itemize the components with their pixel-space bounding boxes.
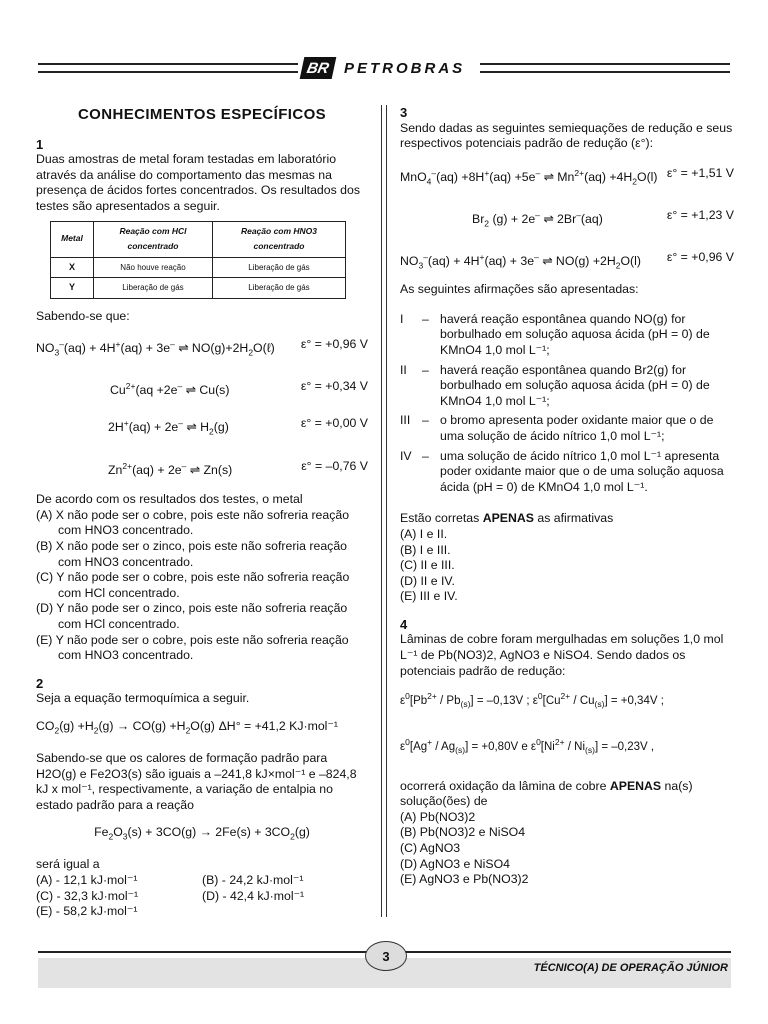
q4-intro: Lâminas de cobre foram mergulhadas em soluções 1,0 mol L⁻¹ de Pb(NO3)2, AgNO3 e NiSO4. Sendo dados os potenciais padrão de redução: [400,632,724,678]
br-logo-mark: BR [300,57,337,79]
q1-results-table [50,221,346,299]
left-column [36,105,368,920]
table-header: Reação com HCl concentrado [94,221,213,257]
q3-half-reaction: MnO$_4$–(aq) +8H+(aq) +5e– ⇌ $Mn^{2+}(aq) +4H_2O(l)$ ε° = +1,51 V [400,165,734,187]
q4-option-a[interactable]: (A) Pb(NO3)2 [400,809,476,824]
q2-option-b[interactable]: (B) - 24,2 kJ·mol⁻¹ [202,872,304,887]
q3-statement: III – o bromo apresenta poder oxidante maior que o de uma solução de ácido nítrico 1,0 mol L⁻¹; [400,413,714,443]
q1-question: De acordo com os resultados dos testes, o metal [36,492,303,507]
right-column [400,105,734,888]
q3-statement: II – haverá reação espontânea quando Br2(g) for borbulhado em solução aquosa ácida (pH = 0) de KMnO4 1,0 mol L⁻¹; [400,362,710,408]
table-row: X Não houve reação Liberação de gás [51,257,346,278]
section-title: CONHECIMENTOS ESPECÍFICOS [77,106,327,123]
q2-option-e[interactable]: (E) - 58,2 kJ·mol⁻¹ [36,904,138,919]
q4-option-e[interactable]: (E) AgNO3 e Pb(NO3)2 [400,872,529,887]
q1-option-e[interactable]: (E) Y não pode ser o cobre, pois este não sofreria reação com HNO3 concentrado. [36,632,349,663]
q3-statements-intro: As seguintes afirmações são apresentadas: [400,282,639,297]
q3-statement: I – haverá reação espontânea quando NO(g) for borbulhado em solução aquosa ácida (pH = 0) de KMnO4 1,0 mol L⁻¹; [400,311,710,357]
q4-potentials-row2: $\varepsilon^0[Ag^+ / Ag_{(s)}] = +0,80V$ e $\varepsilon^0[Ni^{2+} / Ni_{(s)}] = -0,23V$ , [400,736,655,756]
q2-intro: Seja a equação termoquímica a seguir. [36,691,250,706]
q4-question: ocorrerá oxidação da lâmina de cobre APENAS na(s) solução(ões) de [400,778,693,809]
q4-option-d[interactable]: (D) AgNO3 e NiSO4 [400,856,511,871]
q2-equation: $CO_2(g) +H_2(g) \to CO(g) +H_2O(g)$ ΔH° = +41,2 KJ·mol⁻¹ [36,718,338,736]
q1-half-reaction: 2H+(aq) + 2e– ⇌ $H_2(g)$ ε° = +0,00 V [108,416,368,437]
q1-number: 1 [36,136,44,152]
page-number: 3 [365,941,407,971]
q3-half-reaction: $NO_3^-(aq) + 4H^+(aq) + 3e^-$ ⇌ $NO(g) +2H_2O(l)$ ε° = +0,96 V [400,250,734,271]
q1-half-reaction: $NO_3^-(aq) + 4H^+(aq) + 3e^-$ ⇌ $NO(g)+2H_2O(\ell)$ ε° = +0,96 V [36,336,368,358]
table-header: Reação com HNO3 concentrado [213,221,346,257]
q3-intro: Sendo dadas as seguintes semiequações de redução e seus respectivos potenciais padrão de redução (ε°): [400,120,733,151]
table-row: Y Liberação de gás Liberação de gás [51,278,346,299]
q1-half-reaction: $Cu^{2+}(aq +2e^-$ ⇌ Cu(s) ε° = +0,34 V [110,378,368,397]
q1-option-b[interactable]: (B) X não pode ser o zinco, pois este não sofreria reação com HNO3 concentrado. [36,538,348,569]
q3-number: 3 [400,105,408,120]
q3-option-c[interactable]: (C) II e III. [400,558,455,573]
q2-will-be: será igual a [36,857,100,872]
q1-option-a[interactable]: (A) X não pode ser o cobre, pois este não sofreria reação com HNO3 concentrado. [36,507,350,538]
q2-reaction: $Fe_2O_3(s) + 3CO(g) \to 2Fe(s) + 3CO_2(g)$ [94,825,310,842]
table-header: Metal [51,221,94,257]
q2-text: Sabendo-se que os calores de formação padrão para H2O(g) e Fe2O3(s) são iguais a –241,8 kJ×mol⁻¹ e –824,8 kJ x mol⁻¹, respectivamente, a variação de entalpia no estado padrão para a reação [36,750,357,812]
q2-option-a[interactable]: (A) - 12,1 kJ·mol⁻¹ [36,872,138,887]
brand-name: PETROBRAS [344,59,466,77]
q1-intro: Duas amostras de metal foram testadas em laboratório através da análise do comportamento das mesmas na presença de ácidos fortes concentrados. Os resultados dos testes são apresentados a seguir. [36,152,361,213]
column-divider [381,105,387,917]
q1-option-c[interactable]: (C) Y não pode ser o cobre, pois este não sofreria reação com HCl concentrado. [36,570,350,600]
q3-option-e[interactable]: (E) III e IV. [400,589,458,604]
q1-half-reaction: $Zn^{2+}(aq) + 2e^-$ ⇌ Zn(s) ε° = –0,76 V [108,458,368,477]
q3-option-a[interactable]: (A) I e II. [400,526,448,541]
q3-option-b[interactable]: (B) I e III. [400,542,451,557]
q2-number: 2 [36,675,44,691]
q2-option-d[interactable]: (D) - 42,4 kJ·mol⁻¹ [202,888,305,903]
petrobras-logo [298,52,480,84]
q4-number: 4 [400,616,408,632]
q1-knowing: Sabendo-se que: [36,308,130,323]
footer-title: TÉCNICO(A) DE OPERAÇÃO JÚNIOR [533,962,728,974]
q3-correct-prompt: Estão corretas APENAS as afirmativas [400,511,614,526]
q4-potentials-row1: $\varepsilon^0[Pb^{2+} / Pb_{(s)}] = -0,13V$ ; $\varepsilon^0[Cu^{2+} / Cu_{(s)}] = +0,34V$ ; [400,691,664,710]
q4-option-c[interactable]: (C) AgNO3 [400,841,461,856]
q3-option-d[interactable]: (D) II e IV. [400,573,455,588]
q4-option-b[interactable]: (B) Pb(NO3)2 e NiSO4 [400,825,526,840]
q1-option-d[interactable]: (D) Y não pode ser o zinco, pois este não sofreria reação com HCl concentrado. [36,601,348,631]
q3-half-reaction: $Br_2$ (g) + 2e– ⇌ 2Br–(aq) ε° = +1,23 V [472,207,734,229]
q2-option-c[interactable]: (C) - 32,3 kJ·mol⁻¹ [36,888,139,903]
q3-statement: IV – uma solução de ácido nítrico 1,0 mol L⁻¹ apresenta poder oxidante maior que o de uma solução aquosa ácida (pH = 0) de KMnO4 1,0 mol L⁻¹. [400,448,724,494]
